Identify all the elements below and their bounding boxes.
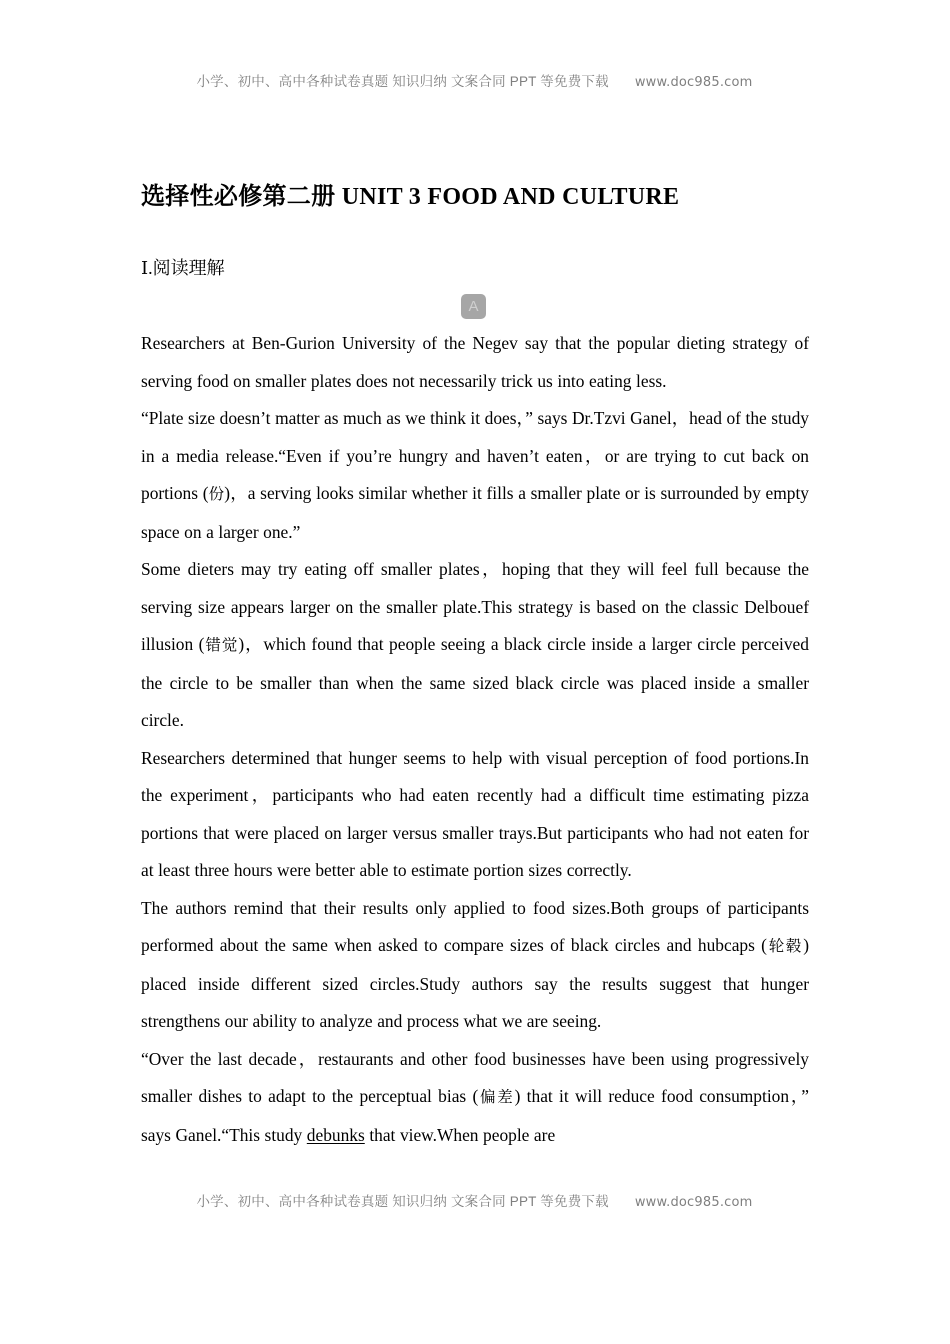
header-site-url: www.doc985.com xyxy=(634,75,753,90)
gloss-term: 偏差 xyxy=(478,1088,515,1106)
footer-site-url: www.doc985.com xyxy=(634,1195,753,1210)
paragraph-2: “Plate size doesn’t matter as much as we think it does，” says Dr.Tzvi Ganel，head of the study in a media release.“Even if you’re hungry and haven’t eaten，or are trying to cut back on portions (份)，a serving looks similar whether it fills a smaller plate or is surrounded by empty space on a larger one.” xyxy=(141,408,809,542)
section-heading: Ⅰ.阅读理解 xyxy=(141,258,225,278)
gloss-term: 错觉 xyxy=(204,636,239,654)
page-footer xyxy=(141,1190,808,1210)
header-promo-text: 小学、初中、高中各种试卷真题 知识归纳 文案合同 PPT 等免费下载 xyxy=(196,74,609,89)
paragraph-4: Researchers determined that hunger seems to help with visual perception of food portions.In the experiment，participants who had eaten recently had a difficult time estimating pizza portions that were placed on larger versus smaller trays.But participants who had not eaten for at least three hours were better able to estimate portion sizes correctly. xyxy=(141,747,809,880)
underlined-term: debunks xyxy=(306,1124,365,1145)
paragraph-3: Some dieters may try eating off smaller plates，hoping that they will feel full because the serving size appears larger on the smaller plate.This strategy is based on the classic Delbouef illusion (错觉)，which found that people seeing a black circle inside a larger circle perceived the circle to be smaller than when the same sized black circle was placed inside a smaller circle. xyxy=(141,559,809,730)
gloss-term: 轮毂 xyxy=(766,937,804,955)
gloss-term: 份 xyxy=(208,485,225,503)
page-title: 选择性必修第二册 UNIT 3 FOOD AND CULTURE xyxy=(141,184,680,211)
paragraph-5: The authors remind that their results only applied to food sizes.Both groups of participants performed about the same when asked to compare sizes of black circles and hubcaps (轮毂) placed inside different sized circles.Study authors say the results suggest that hunger strengthens our ability to analyze and process what we are seeing. xyxy=(141,897,809,1031)
passage-label-badge: A xyxy=(461,294,486,319)
paragraph-1: Researchers at Ben-Gurion University of the Negev say that the popular dieting strategy of serving food on smaller plates does not necessarily trick us into eating less. xyxy=(141,333,809,391)
paragraph-6: “Over the last decade，restaurants and other food businesses have been using progressively smaller dishes to adapt to the perceptual bias (偏差) that it will reduce food consumption，” says Ganel.“This study debunks that view.When people are xyxy=(141,1048,809,1145)
page-header xyxy=(141,70,808,90)
passage-body xyxy=(141,325,809,1154)
footer-promo-text: 小学、初中、高中各种试卷真题 知识归纳 文案合同 PPT 等免费下载 xyxy=(196,1194,609,1209)
